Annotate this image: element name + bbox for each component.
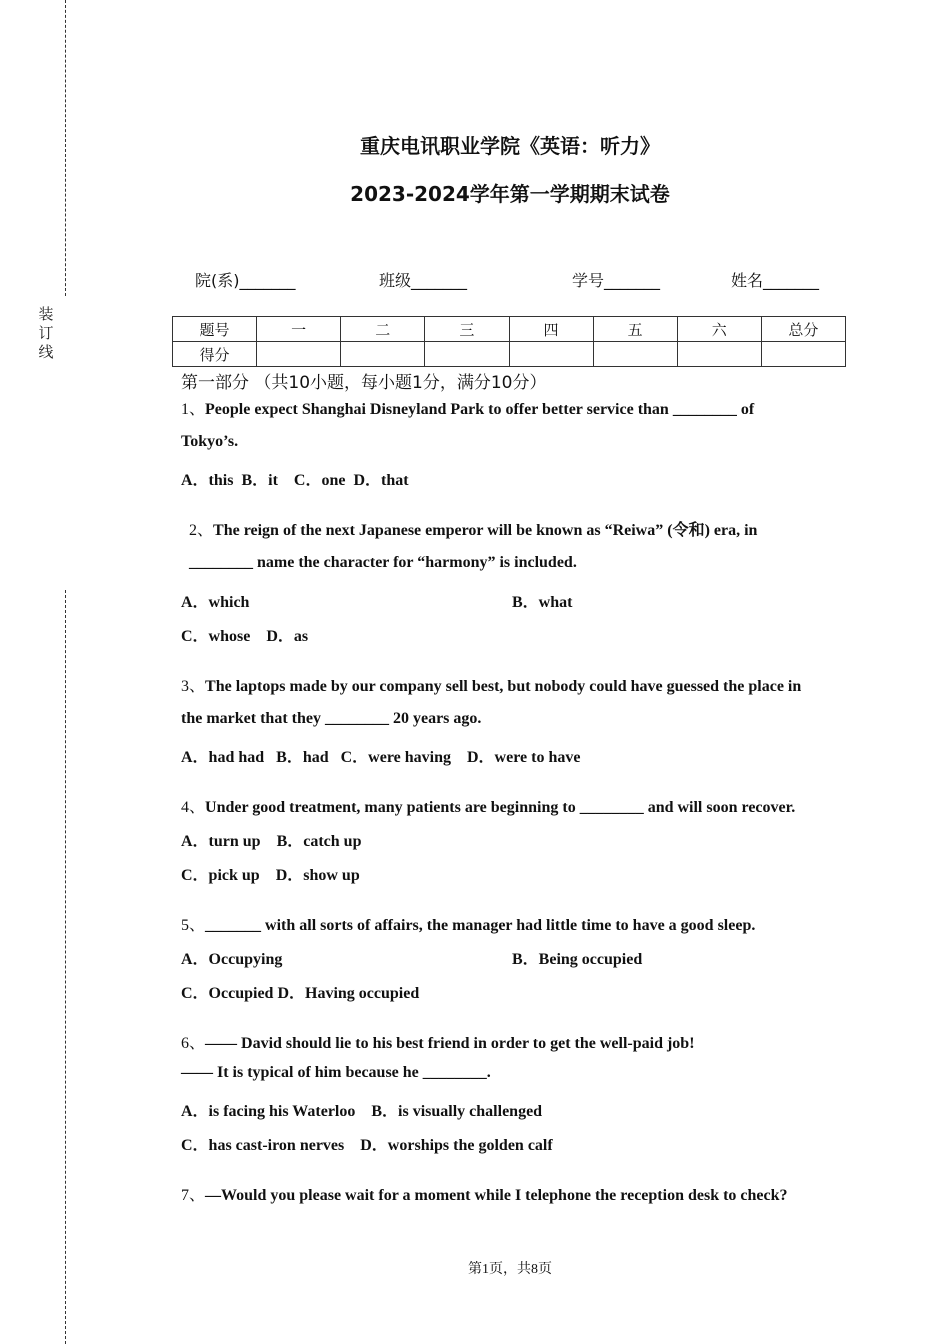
student-id-field[interactable]: 学号_______	[572, 271, 661, 290]
score-table-header-row	[173, 317, 846, 342]
exam-title-line1: 重庆电讯职业学院《英语：听力》	[360, 134, 660, 158]
question-6-options-ab[interactable]: A．is facing his Waterloo B．is visually challenged	[181, 1103, 543, 1120]
score-table-score-row	[173, 342, 846, 367]
question-5-option-b[interactable]: B．Being occupied	[512, 951, 643, 968]
score-table-header-cell: 二	[341, 317, 425, 342]
score-cell[interactable]	[761, 342, 845, 367]
page-footer: 第1页，共8页	[468, 1262, 552, 1277]
score-table	[172, 316, 846, 367]
question-3-options[interactable]: A．had had B．had C．were having D．were to have	[181, 749, 581, 766]
question-1-options[interactable]: A．this B．it C．one D．that	[181, 472, 409, 489]
score-table-header-cell: 四	[509, 317, 593, 342]
question-6-stem: 6、—— David should lie to his best friend in order to get the well-paid job!	[181, 1035, 695, 1052]
score-table-header-cell: 五	[593, 317, 677, 342]
question-5-stem: 5、_______ with all sorts of affairs, the manager had little time to have a good sleep.	[181, 917, 756, 934]
score-table-header-cell: 题号	[173, 317, 257, 342]
score-cell[interactable]	[425, 342, 509, 367]
question-5-options-cd[interactable]: C．Occupied D．Having occupied	[181, 985, 420, 1002]
department-field[interactable]: 院(系)_______	[195, 271, 296, 290]
question-5-option-a[interactable]: A．Occupying	[181, 951, 283, 968]
score-cell[interactable]	[341, 342, 425, 367]
exam-title-line2: 2023-2024学年第一学期期末试卷	[350, 182, 670, 206]
question-2-stem: 2、The reign of the next Japanese emperor will be known as “Reiwa” (令和) era, in	[189, 522, 758, 539]
score-table-header-cell: 六	[677, 317, 761, 342]
score-cell[interactable]	[509, 342, 593, 367]
question-6-stem-cont: —— It is typical of him because he ________.	[181, 1064, 491, 1081]
binding-label: 装 订 线	[38, 305, 54, 361]
question-2-option-b[interactable]: B．what	[512, 594, 573, 611]
class-field[interactable]: 班级_______	[379, 271, 468, 290]
question-3-stem-cont: the market that they ________ 20 years ago.	[181, 710, 482, 727]
question-2-options-cd[interactable]: C．whose D．as	[181, 628, 309, 645]
question-1-stem-cont: Tokyo’s.	[181, 433, 239, 450]
question-2-option-a[interactable]: A．which	[181, 594, 250, 611]
score-cell[interactable]	[593, 342, 677, 367]
score-cell[interactable]	[257, 342, 341, 367]
question-4-stem: 4、Under good treatment, many patients are beginning to ________ and will soon recover.	[181, 799, 796, 816]
name-field[interactable]: 姓名_______	[731, 271, 820, 290]
question-4-options-cd[interactable]: C．pick up D．show up	[181, 867, 360, 884]
section-title: 第一部分 （共10小题，每小题1分，满分10分）	[181, 373, 547, 393]
score-table-header-cell: 总分	[761, 317, 845, 342]
score-table-header-cell: 三	[425, 317, 509, 342]
question-2-stem-cont: ________ name the character for “harmony” is included.	[189, 554, 577, 571]
question-3-stem: 3、The laptops made by our company sell best, but nobody could have guessed the place in	[181, 678, 802, 695]
question-6-options-cd[interactable]: C．has cast-iron nerves D．worships the golden calf	[181, 1137, 553, 1154]
question-4-options-ab[interactable]: A．turn up B．catch up	[181, 833, 362, 850]
question-7-stem: 7、—Would you please wait for a moment while I telephone the reception desk to check?	[181, 1187, 788, 1204]
score-row-label: 得分	[173, 342, 257, 367]
binding-dashed-line-bottom	[65, 590, 66, 1344]
question-1-stem: 1、People expect Shanghai Disneyland Park to offer better service than ________ of	[181, 401, 755, 418]
score-table-header-cell: 一	[257, 317, 341, 342]
score-cell[interactable]	[677, 342, 761, 367]
